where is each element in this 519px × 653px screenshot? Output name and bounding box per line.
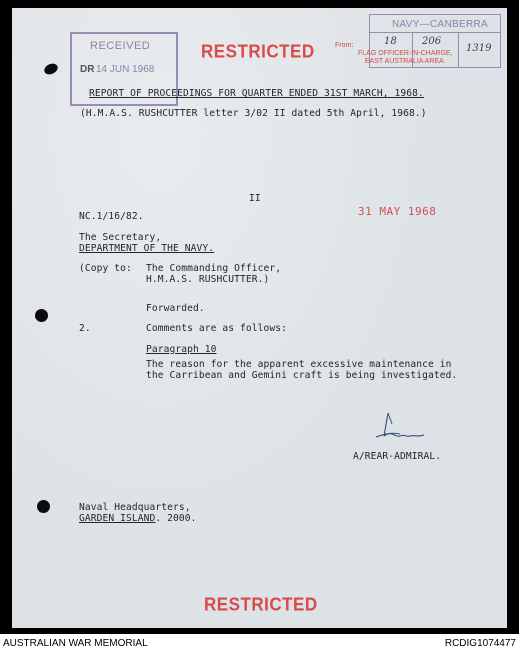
paragraph-intro: Comments are as follows: bbox=[146, 323, 288, 334]
addressee-line: The Secretary, bbox=[79, 232, 162, 243]
punch-hole bbox=[35, 309, 48, 322]
paragraph-body-line: the Carribean and Gemini craft is being investigated. bbox=[146, 370, 458, 381]
navy-stamp-sender-line: FLAG OFFICER-IN-CHARGE, bbox=[358, 50, 453, 57]
received-stamp-date: 14 JUN 1968 bbox=[96, 64, 155, 75]
restricted-stamp-bottom: RESTRICTED bbox=[204, 594, 318, 615]
navy-stamp-sender bbox=[358, 50, 453, 66]
received-stamp-title: RECEIVED bbox=[90, 40, 151, 52]
navy-stamp-divider bbox=[458, 32, 459, 67]
copy-to-label: (Copy to: bbox=[79, 263, 132, 274]
navy-stamp-title: NAVY—CANBERRA bbox=[392, 19, 488, 30]
section-number: II bbox=[249, 193, 261, 204]
navy-stamp-handwritten-number: 206 bbox=[422, 36, 442, 47]
origin-postcode: . 2000. bbox=[155, 513, 197, 524]
paragraph-number: 2. bbox=[79, 323, 91, 334]
navy-stamp-from-label: From: bbox=[335, 42, 354, 49]
navy-stamp-handwritten-number: 18 bbox=[384, 36, 397, 47]
punch-hole bbox=[37, 500, 50, 513]
paragraph-heading: Paragraph 10 bbox=[146, 344, 217, 355]
forwarded-text: Forwarded. bbox=[146, 303, 205, 314]
received-stamp-prefix: DR bbox=[80, 64, 95, 75]
origin-line: Naval Headquarters, bbox=[79, 502, 191, 513]
signatory-title: A/REAR-ADMIRAL. bbox=[353, 451, 442, 462]
navy-stamp-sender-line: EAST AUSTRALIA AREA. bbox=[364, 58, 446, 65]
navy-stamp-divider bbox=[370, 32, 500, 33]
file-number: NC.1/16/82. bbox=[79, 211, 144, 222]
copy-to-line: The Commanding Officer, bbox=[146, 263, 282, 274]
document-reference: (H.M.A.S. RUSHCUTTER letter 3/02 II dated 5th April, 1968.) bbox=[80, 108, 427, 119]
footer-institution: AUSTRALIAN WAR MEMORIAL bbox=[3, 638, 148, 649]
date-stamp: 31 MAY 1968 bbox=[358, 205, 437, 218]
footer-record-id: RCDIG1074477 bbox=[444, 638, 516, 649]
document-title: REPORT OF PROCEEDINGS FOR QUARTER ENDED 31ST MARCH, 1968. bbox=[89, 88, 424, 99]
paragraph-body-line: The reason for the apparent excessive maintenance in bbox=[146, 359, 452, 370]
origin-location bbox=[79, 513, 197, 524]
signature bbox=[370, 410, 430, 446]
archive-footer bbox=[0, 634, 519, 653]
navy-stamp-handwritten-number: 1319 bbox=[466, 43, 492, 54]
restricted-stamp-top: RESTRICTED bbox=[201, 41, 315, 62]
copy-to-line: H.M.A.S. RUSHCUTTER.) bbox=[146, 274, 270, 285]
addressee-department: DEPARTMENT OF THE NAVY. bbox=[79, 243, 215, 254]
origin-island: GARDEN ISLAND bbox=[79, 513, 156, 524]
